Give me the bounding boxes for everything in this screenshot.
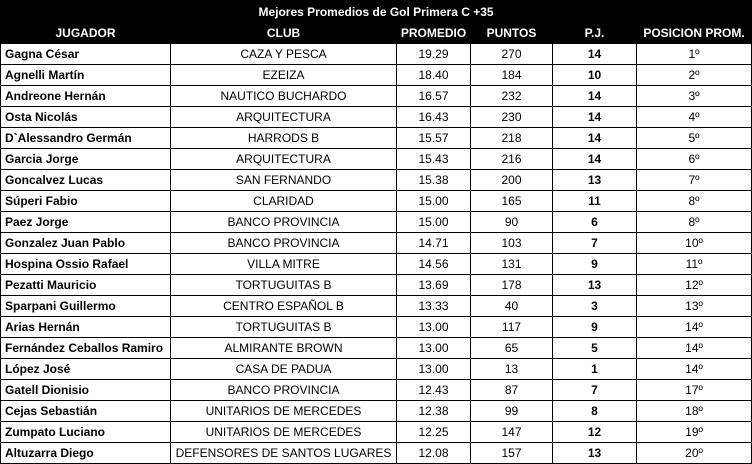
table-body: [1, 44, 752, 464]
points-cell: 13: [471, 359, 553, 380]
club-cell: TORTUGUITAS B: [171, 317, 397, 338]
average-cell: 16.57: [397, 86, 471, 107]
position-cell: 8º: [637, 212, 752, 233]
header-points: PUNTOS: [471, 23, 553, 44]
club-cell: NAUTICO BUCHARDO: [171, 86, 397, 107]
games-cell: 13: [553, 170, 637, 191]
table-row: [1, 254, 752, 275]
player-cell: Hospina Ossio Rafael: [1, 254, 171, 275]
average-cell: 13.00: [397, 359, 471, 380]
points-cell: 232: [471, 86, 553, 107]
player-cell: D`Alessandro Germán: [1, 128, 171, 149]
points-cell: 117: [471, 317, 553, 338]
club-cell: CASA DE PADUA: [171, 359, 397, 380]
player-cell: Goncalvez Lucas: [1, 170, 171, 191]
table-row: [1, 317, 752, 338]
points-cell: 99: [471, 401, 553, 422]
header-games: P.J.: [553, 23, 637, 44]
points-cell: 131: [471, 254, 553, 275]
table-row: [1, 380, 752, 401]
games-cell: 14: [553, 107, 637, 128]
points-cell: 103: [471, 233, 553, 254]
position-cell: 11º: [637, 254, 752, 275]
player-cell: Arias Hernán: [1, 317, 171, 338]
average-cell: 13.69: [397, 275, 471, 296]
club-cell: BANCO PROVINCIA: [171, 380, 397, 401]
position-cell: 1º: [637, 44, 752, 65]
position-cell: 17º: [637, 380, 752, 401]
points-cell: 157: [471, 443, 553, 464]
player-cell: Sparpani Guillermo: [1, 296, 171, 317]
table-row: [1, 275, 752, 296]
games-cell: 14: [553, 86, 637, 107]
position-cell: 14º: [637, 338, 752, 359]
club-cell: TORTUGUITAS B: [171, 275, 397, 296]
club-cell: ARQUITECTURA: [171, 107, 397, 128]
position-cell: 7º: [637, 170, 752, 191]
average-cell: 14.71: [397, 233, 471, 254]
points-cell: 184: [471, 65, 553, 86]
games-cell: 14: [553, 149, 637, 170]
games-cell: 1: [553, 359, 637, 380]
average-cell: 15.00: [397, 191, 471, 212]
position-cell: 3º: [637, 86, 752, 107]
player-cell: Gagna César: [1, 44, 171, 65]
position-cell: 18º: [637, 401, 752, 422]
club-cell: DEFENSORES DE SANTOS LUGARES: [171, 443, 397, 464]
table-row: [1, 422, 752, 443]
average-cell: 15.43: [397, 149, 471, 170]
table-row: [1, 212, 752, 233]
games-cell: 9: [553, 317, 637, 338]
player-cell: Altuzarra Diego: [1, 443, 171, 464]
header-club: CLUB: [171, 23, 397, 44]
games-cell: 8: [553, 401, 637, 422]
player-cell: López José: [1, 359, 171, 380]
player-cell: Garcia Jorge: [1, 149, 171, 170]
table-row: [1, 107, 752, 128]
average-cell: 16.43: [397, 107, 471, 128]
average-cell: 15.57: [397, 128, 471, 149]
player-cell: Osta Nicolás: [1, 107, 171, 128]
average-cell: 15.38: [397, 170, 471, 191]
player-cell: Pezatti Mauricio: [1, 275, 171, 296]
club-cell: CLARIDAD: [171, 191, 397, 212]
table-row: [1, 296, 752, 317]
table-title: Mejores Promedios de Gol Primera C +35: [1, 1, 752, 23]
average-cell: 15.00: [397, 212, 471, 233]
club-cell: BANCO PROVINCIA: [171, 212, 397, 233]
table-row: [1, 401, 752, 422]
table-row: [1, 170, 752, 191]
points-cell: 65: [471, 338, 553, 359]
average-cell: 13.00: [397, 317, 471, 338]
average-cell: 14.56: [397, 254, 471, 275]
average-cell: 18.40: [397, 65, 471, 86]
points-cell: 218: [471, 128, 553, 149]
header-position: POSICION PROM.: [637, 23, 752, 44]
position-cell: 2º: [637, 65, 752, 86]
games-cell: 10: [553, 65, 637, 86]
table-row: [1, 86, 752, 107]
position-cell: 10º: [637, 233, 752, 254]
player-cell: Gonzalez Juan Pablo: [1, 233, 171, 254]
table-row: [1, 359, 752, 380]
points-cell: 270: [471, 44, 553, 65]
club-cell: ARQUITECTURA: [171, 149, 397, 170]
games-cell: 12: [553, 422, 637, 443]
position-cell: 19º: [637, 422, 752, 443]
club-cell: VILLA MITRE: [171, 254, 397, 275]
player-cell: Fernández Ceballos Ramiro: [1, 338, 171, 359]
table-row: [1, 338, 752, 359]
club-cell: ALMIRANTE BROWN: [171, 338, 397, 359]
average-cell: 12.25: [397, 422, 471, 443]
games-cell: 14: [553, 128, 637, 149]
games-cell: 13: [553, 275, 637, 296]
points-cell: 230: [471, 107, 553, 128]
header-player: JUGADOR: [1, 23, 171, 44]
games-cell: 7: [553, 233, 637, 254]
position-cell: 5º: [637, 128, 752, 149]
club-cell: BANCO PROVINCIA: [171, 233, 397, 254]
club-cell: HARRODS B: [171, 128, 397, 149]
club-cell: CENTRO ESPAÑOL B: [171, 296, 397, 317]
table-row: [1, 128, 752, 149]
table-row: [1, 233, 752, 254]
position-cell: 14º: [637, 317, 752, 338]
position-cell: 13º: [637, 296, 752, 317]
player-cell: Súperi Fabio: [1, 191, 171, 212]
header-row: [1, 23, 752, 44]
position-cell: 8º: [637, 191, 752, 212]
title-row: [1, 1, 752, 23]
position-cell: 12º: [637, 275, 752, 296]
average-cell: 19.29: [397, 44, 471, 65]
games-cell: 6: [553, 212, 637, 233]
club-cell: CAZA Y PESCA: [171, 44, 397, 65]
club-cell: UNITARIOS DE MERCEDES: [171, 401, 397, 422]
table-row: [1, 443, 752, 464]
points-cell: 87: [471, 380, 553, 401]
position-cell: 6º: [637, 149, 752, 170]
points-cell: 165: [471, 191, 553, 212]
player-cell: Cejas Sebastián: [1, 401, 171, 422]
average-cell: 13.00: [397, 338, 471, 359]
average-cell: 12.38: [397, 401, 471, 422]
games-cell: 9: [553, 254, 637, 275]
table-row: [1, 191, 752, 212]
average-cell: 12.43: [397, 380, 471, 401]
points-cell: 178: [471, 275, 553, 296]
games-cell: 7: [553, 380, 637, 401]
average-cell: 12.08: [397, 443, 471, 464]
points-cell: 147: [471, 422, 553, 443]
position-cell: 4º: [637, 107, 752, 128]
table-row: [1, 44, 752, 65]
points-cell: 216: [471, 149, 553, 170]
points-cell: 90: [471, 212, 553, 233]
games-cell: 3: [553, 296, 637, 317]
player-cell: Agnelli Martín: [1, 65, 171, 86]
table-row: [1, 149, 752, 170]
position-cell: 20º: [637, 443, 752, 464]
games-cell: 11: [553, 191, 637, 212]
position-cell: 14º: [637, 359, 752, 380]
club-cell: EZEIZA: [171, 65, 397, 86]
header-average: PROMEDIO: [397, 23, 471, 44]
average-cell: 13.33: [397, 296, 471, 317]
player-cell: Paez Jorge: [1, 212, 171, 233]
games-cell: 14: [553, 44, 637, 65]
points-cell: 200: [471, 170, 553, 191]
games-cell: 13: [553, 443, 637, 464]
points-cell: 40: [471, 296, 553, 317]
player-cell: Andreone Hernán: [1, 86, 171, 107]
club-cell: UNITARIOS DE MERCEDES: [171, 422, 397, 443]
player-cell: Gatell Dionisio: [1, 380, 171, 401]
player-cell: Zumpato Luciano: [1, 422, 171, 443]
games-cell: 5: [553, 338, 637, 359]
club-cell: SAN FERNANDO: [171, 170, 397, 191]
table-row: [1, 65, 752, 86]
